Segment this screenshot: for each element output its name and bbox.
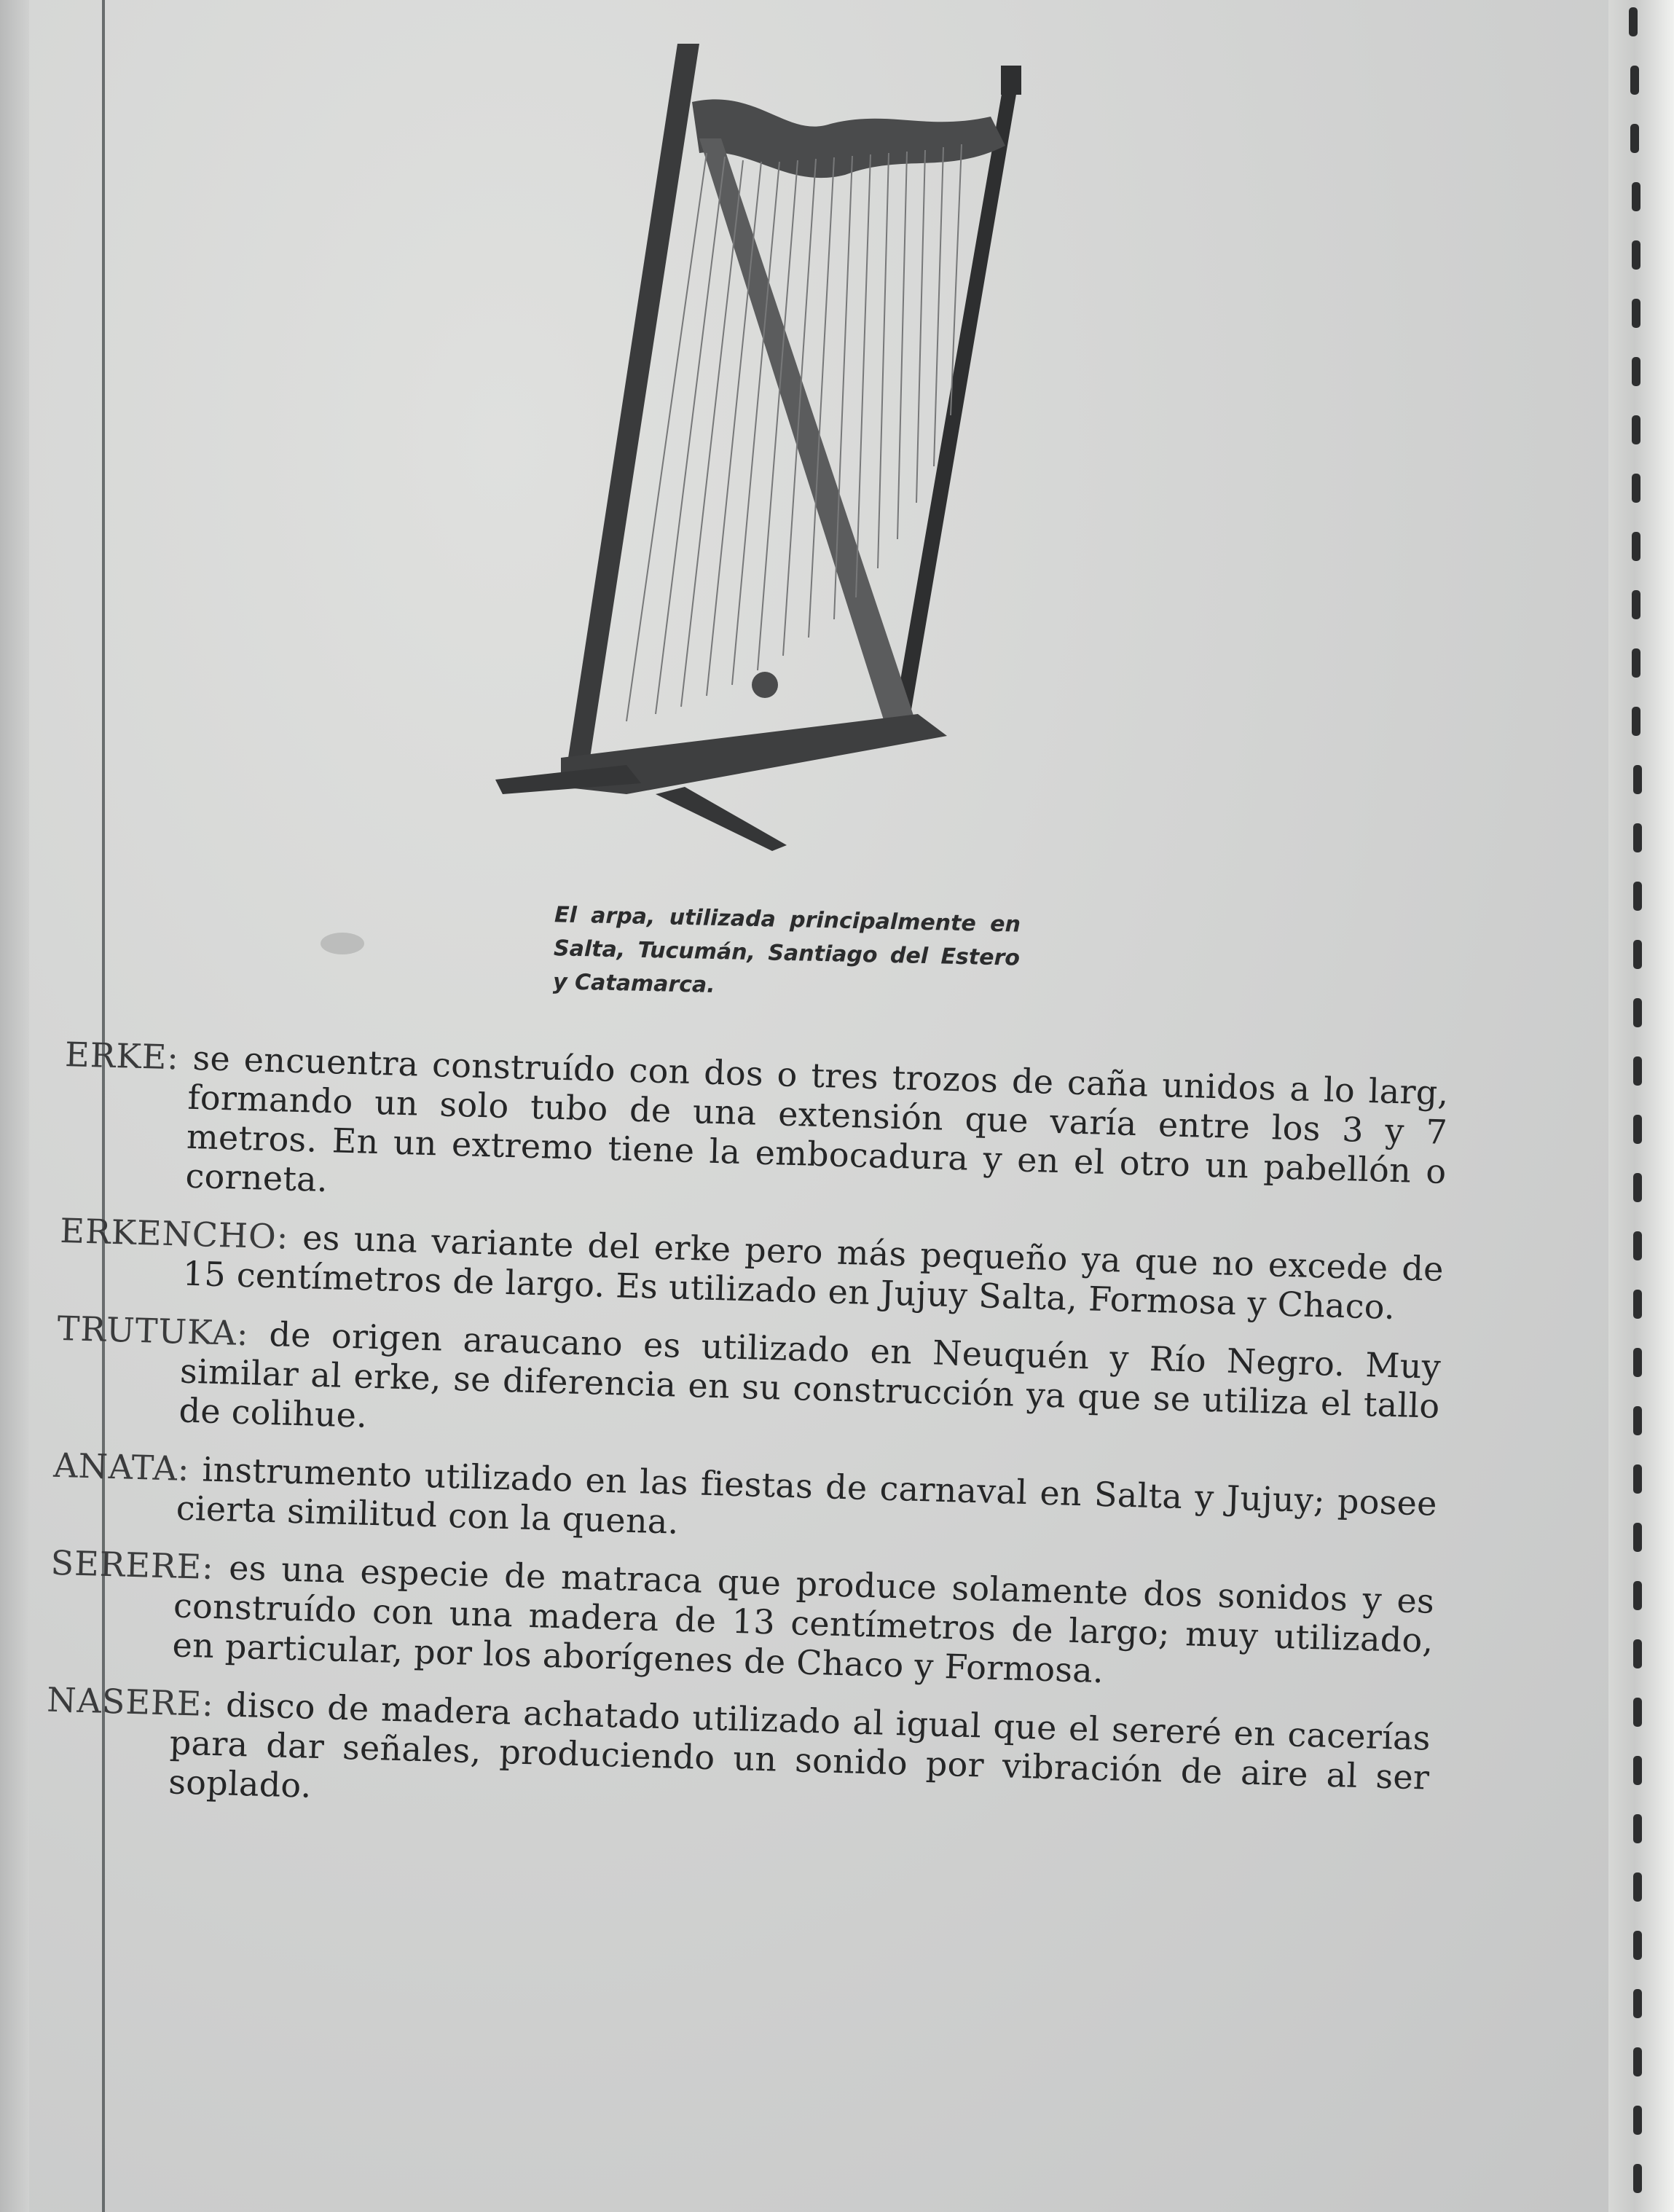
facing-page-edge bbox=[0, 0, 29, 2212]
figure-caption: El arpa, utilizada principalmente en Salta, Tucumán, Santiago del Estero y Catamarca. bbox=[552, 902, 1021, 998]
entry-text: disco de madera achatado utilizado al igual que el sereré en cacerías para dar señales, produciendo un sonido por vibración de aire al ser soplado. bbox=[168, 1685, 1431, 1805]
entry-text: es una especie de matraca que produce solamente dos sonidos y es construído con una madera de 13 centímetros de largo; muy utilizado, en particular, por los aborígenes de Chaco y Formosa. bbox=[171, 1548, 1435, 1691]
glossary-entry-nasere bbox=[44, 1680, 1431, 1837]
glossary-entry-erkencho bbox=[58, 1211, 1444, 1328]
harp-illustration bbox=[481, 36, 1049, 860]
glossary-entries bbox=[44, 1035, 1449, 1856]
entry-term: ERKE: bbox=[64, 1035, 180, 1078]
entry-term: NASERE: bbox=[46, 1679, 215, 1725]
ink-smudge bbox=[321, 933, 364, 954]
spiral-binding bbox=[1622, 0, 1651, 2212]
entry-text: de origen araucano es utilizado en Neuquén y Río Negro. Muy similar al erke, se diferencia en su construcción ya que se utiliza el tallo de colihue. bbox=[178, 1314, 1442, 1435]
entry-text: se encuentra construído con dos o tres trozos de caña unidos a lo larg, formando un solo tubo de una extensión que varía entre los 3 y 7 metros. En un extremo tiene la embocadura y en el otro un pabellón o corneta. bbox=[184, 1038, 1450, 1200]
entry-text: instrumento utilizado en las fiestas de carnaval en Salta y Jujuy; posee cierta similitud con la quena. bbox=[176, 1449, 1438, 1542]
glossary-entry-anata bbox=[52, 1446, 1437, 1563]
entry-text: es una variante del erke pero más pequeño ya que no excede de 15 centímetros de largo. Es utilizado en Jujuy Salta, Formosa y Chaco. bbox=[182, 1217, 1445, 1327]
glossary-entry-erke bbox=[61, 1035, 1449, 1231]
glossary-entry-trutuka bbox=[55, 1309, 1442, 1465]
entry-term: SERERE: bbox=[50, 1542, 215, 1587]
glossary-entry-serere bbox=[48, 1543, 1435, 1700]
entry-term: TRUTUKA: bbox=[56, 1308, 250, 1354]
entry-term: ERKENCHO: bbox=[59, 1210, 290, 1257]
entry-term: ANATA: bbox=[52, 1445, 191, 1489]
